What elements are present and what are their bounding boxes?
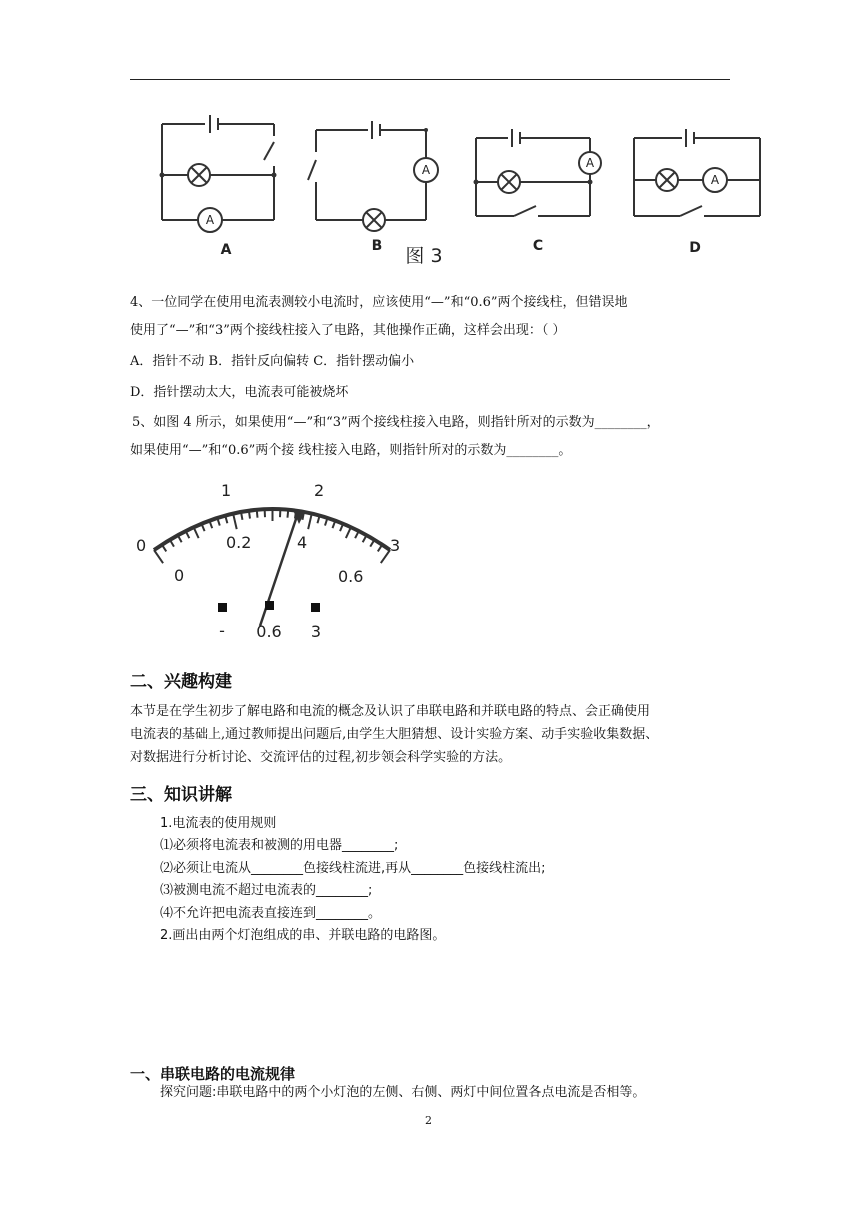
circuit-label-c: C [532, 238, 544, 254]
ammeter-symbol-c: A [585, 156, 595, 170]
section-3-heading: 三、知识讲解 [130, 785, 232, 805]
upper-scale-3: 3 [390, 536, 401, 555]
section-2-line-2: 电流表的基础上,通过教师提出问题后,由学生大胆猜想、设计实验方案、动手实验收集数据、 [130, 727, 659, 742]
draw-circuit-task: 2.画出由两个灯泡组成的串、并联电路的电路图。 [160, 928, 446, 943]
ammeter-symbol-b: A [421, 163, 431, 177]
dial-tick [257, 510, 258, 518]
section-2-line-3: 对数据进行分析讨论、交流评估的过程,初步领会科学实验的方法。 [130, 750, 512, 765]
q4-line-1: 4、一位同学在使用电流表测较小电流时，应该使用“—”和“0.6”两个接线柱，但错误地 [130, 295, 628, 310]
cut-off-text-fragment [130, 98, 360, 106]
circuit-label-a: A [220, 242, 232, 258]
series-current-heading: 一、串联电路的电流规律 [130, 1065, 296, 1083]
dial-tick [287, 510, 288, 518]
q5-line-1: 5、如图 4 所示，如果使用“—”和“3”两个接线柱接入电路，则指针所对的示数为________， [132, 415, 660, 430]
lower-scale-0: 0 [174, 566, 185, 585]
rule-3: ⑶被测电流不超过电流表的________; [160, 883, 373, 898]
dial-tick [378, 545, 382, 552]
dial-tick [308, 514, 312, 530]
circuit-c [476, 129, 601, 216]
q5-line-2: 如果使用“—”和“0.6”两个接 线柱接入电路，则指针所对的示数为________。 [130, 443, 572, 458]
circuit-d [634, 129, 760, 216]
section-2-heading: 二、兴趣构建 [130, 672, 232, 692]
lower-scale-2: 4 [297, 533, 308, 552]
circuit-label-d: D [689, 240, 701, 256]
lower-scale-3: 0.6 [338, 567, 364, 586]
section-2-line-1: 本节是在学生初步了解电路和电流的概念及认识了串联电路和并联电路的特点、会正确使用 [130, 704, 651, 719]
q4-options-abc: A．指针不动 B．指针反向偏转 C．指针摆动偏小 [130, 354, 415, 369]
dial-tick [154, 550, 163, 563]
q4-option-d: D．指针摆动太大，电流表可能被烧坏 [130, 385, 349, 400]
inquiry-question: 探究问题:串联电路中的两个小灯泡的左侧、右侧、两灯中间位置各点电流是否相等。 [160, 1085, 646, 1100]
circuit-a [162, 115, 274, 232]
upper-scale-1: 1 [221, 481, 232, 500]
lower-scale-1: 0.2 [226, 533, 252, 552]
dial-tick [340, 524, 343, 531]
terminal-0-6: 0.6 [256, 622, 282, 641]
rule-1: ⑴必须将电流表和被测的用电器________; [160, 838, 399, 853]
dial-tick [162, 545, 166, 552]
circuit-label-b: B [371, 238, 383, 254]
upper-scale-0: 0 [136, 536, 147, 555]
ammeter-symbol-a: A [205, 213, 215, 227]
header-rule [130, 79, 730, 80]
figure-3-caption: 图 3 [405, 245, 443, 267]
page-number: 2 [425, 1114, 432, 1127]
dial-tick [249, 511, 250, 519]
circuit-b [308, 121, 438, 231]
rule-2: ⑵必须让电流从________色接线柱流进,再从________色接线柱流出; [160, 861, 546, 876]
dial-tick [346, 527, 351, 538]
rule-4: ⑷不允许把电流表直接连到________。 [160, 906, 382, 921]
dial-tick [381, 550, 390, 563]
figure-4-ammeter-dial [128, 474, 418, 646]
rules-heading: 1.电流表的使用规则 [160, 816, 277, 831]
terminal-3: 3 [310, 622, 322, 641]
dial-tick [194, 527, 199, 538]
q4-line-2: 使用了“—”和“3”两个接线柱接入了电路，其他操作正确，这样会出现：（ ） [130, 323, 566, 338]
upper-scale-2: 2 [314, 481, 325, 500]
dial-tick [233, 514, 237, 530]
terminal-minus: - [219, 621, 225, 640]
ammeter-symbol-d: A [710, 173, 720, 187]
figure-3-circuits [150, 108, 770, 268]
